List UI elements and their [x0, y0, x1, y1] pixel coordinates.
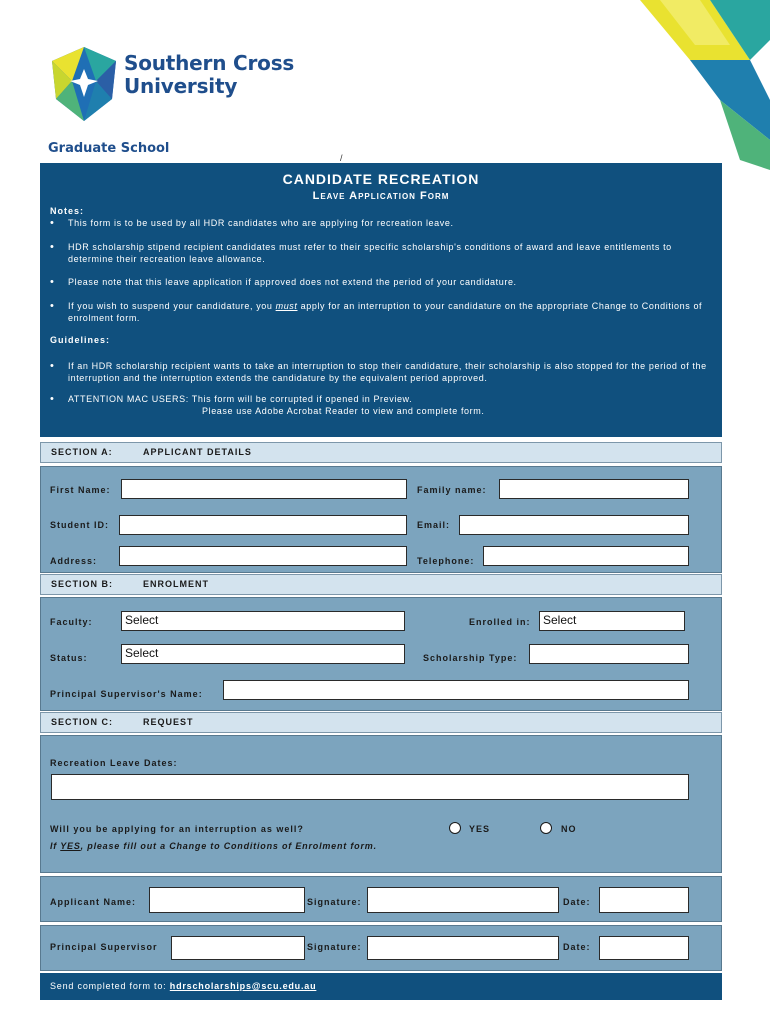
- guideline-item: • If an HDR scholarship recipient wants to take an interruption to stop their candidature, their scholarship is also stopped for the period of the interruption and the interruption extends the candidature by the equivalent period approved.: [50, 360, 715, 384]
- interruption-note-yes: YES: [60, 841, 81, 851]
- recreation-leave-dates-field[interactable]: [51, 774, 689, 800]
- principal-supervisor-name-field[interactable]: [223, 680, 689, 700]
- section-a-header: [40, 442, 722, 463]
- family-name-label: Family name:: [417, 485, 487, 495]
- section-c-header: [40, 712, 722, 733]
- address-label: Address:: [50, 556, 98, 566]
- footer-email-link[interactable]: hdrscholarships@scu.edu.au: [169, 981, 317, 991]
- student-id-field[interactable]: [119, 515, 407, 535]
- section-c-panel: [40, 735, 722, 873]
- status-select[interactable]: Select: [121, 644, 405, 664]
- principal-supervisor-label: Principal Supervisor: [50, 942, 158, 952]
- status-label: Status:: [50, 653, 88, 663]
- section-c-title: REQUEST: [143, 717, 194, 727]
- student-id-label: Student ID:: [50, 520, 109, 530]
- scholarship-type-label: Scholarship Type:: [423, 653, 518, 663]
- section-a-code: SECTION A:: [51, 447, 113, 457]
- guideline-mac-line2: Please use Adobe Acrobat Reader to view and complete form.: [202, 406, 485, 416]
- interruption-note: [50, 841, 377, 851]
- telephone-field[interactable]: [483, 546, 689, 566]
- section-b-code: SECTION B:: [51, 579, 114, 589]
- no-radio[interactable]: [540, 822, 552, 834]
- applicant-signature-panel: [40, 876, 722, 922]
- section-b-panel: [40, 597, 722, 711]
- note4-suffix: apply for an interruption to your candidature on the appropriate Change to Conditions of enrolment form.: [68, 301, 703, 323]
- form-subtitle: Leave Application Form: [312, 190, 450, 202]
- footer-send-bar: [40, 973, 722, 1000]
- logo-line-2: University: [124, 74, 238, 98]
- no-label: NO: [561, 824, 577, 834]
- footer-send-text: Send completed form to:: [50, 981, 170, 991]
- applicant-signature-field[interactable]: [367, 887, 559, 913]
- logo-line-1: Southern Cross: [124, 51, 295, 75]
- supervisor-signature-field[interactable]: [367, 936, 559, 960]
- guideline-mac-users: [50, 393, 715, 417]
- first-name-label: First Name:: [50, 485, 111, 495]
- first-name-field[interactable]: [121, 479, 407, 499]
- supervisor-date-field[interactable]: [599, 936, 689, 960]
- note-item-interruption: [50, 300, 715, 324]
- faculty-label: Faculty:: [50, 617, 93, 627]
- university-logo-text: [124, 52, 294, 98]
- interruption-note-prefix: If: [50, 841, 61, 851]
- notes-label: Notes:: [50, 206, 85, 216]
- form-header-panel: [40, 163, 722, 437]
- section-c-code: SECTION C:: [51, 717, 114, 727]
- guideline-mac-line1: • ATTENTION MAC USERS: This form will be corrupted if opened in Preview.: [68, 394, 413, 404]
- applicant-name-field[interactable]: [149, 887, 305, 913]
- interruption-note-suffix: , please fill out a Change to Conditions of Enrolment form.: [80, 841, 377, 851]
- university-logo-icon: [52, 47, 116, 121]
- applicant-date-label: Date:: [563, 897, 591, 907]
- section-b-header: [40, 574, 722, 595]
- email-label: Email:: [417, 520, 451, 530]
- scholarship-type-select[interactable]: [529, 644, 689, 664]
- section-a-panel: [40, 466, 722, 573]
- guidelines-label: Guidelines:: [50, 335, 111, 345]
- section-a-title: APPLICANT DETAILS: [143, 447, 252, 457]
- supervisor-date-label: Date:: [563, 942, 591, 952]
- corner-decoration-graphic: [600, 0, 770, 170]
- yes-radio[interactable]: [449, 822, 461, 834]
- section-b-title: ENROLMENT: [143, 579, 209, 589]
- form-title: CANDIDATE RECREATION: [282, 171, 480, 187]
- applicant-signature-label: Signature:: [307, 897, 362, 907]
- note4-emphasis: must: [275, 301, 298, 311]
- address-field[interactable]: [119, 546, 407, 566]
- principal-supervisor-field[interactable]: [171, 936, 305, 960]
- enrolled-in-label: Enrolled in:: [469, 617, 531, 627]
- applicant-name-label: Applicant Name:: [50, 897, 137, 907]
- note-item: • Please note that this leave application if approved does not extend the period of your candidature.: [50, 276, 715, 288]
- supervisor-signature-label: Signature:: [307, 942, 362, 952]
- note-item: • This form is to be used by all HDR candidates who are applying for recreation leave.: [50, 217, 715, 229]
- family-name-field[interactable]: [499, 479, 689, 499]
- stray-mark: /: [340, 153, 343, 163]
- email-field[interactable]: [459, 515, 689, 535]
- telephone-label: Telephone:: [417, 556, 475, 566]
- yes-label: YES: [469, 824, 491, 834]
- applicant-date-field[interactable]: [599, 887, 689, 913]
- supervisor-signature-panel: [40, 925, 722, 971]
- note-item: • HDR scholarship stipend recipient candidates must refer to their specific scholarship's conditions of award and leave entitlements to determine their recreation leave allowance.: [50, 241, 715, 265]
- recreation-leave-dates-label: Recreation Leave Dates:: [50, 758, 178, 768]
- note4-prefix: If you wish to suspend your candidature, you: [68, 301, 276, 311]
- faculty-select[interactable]: Select: [121, 611, 405, 631]
- principal-supervisor-name-label: Principal Supervisor's Name:: [50, 689, 203, 699]
- graduate-school-label: Graduate School: [48, 141, 170, 156]
- enrolled-in-select[interactable]: Select: [539, 611, 685, 631]
- interruption-question: Will you be applying for an interruption as well?: [50, 824, 304, 834]
